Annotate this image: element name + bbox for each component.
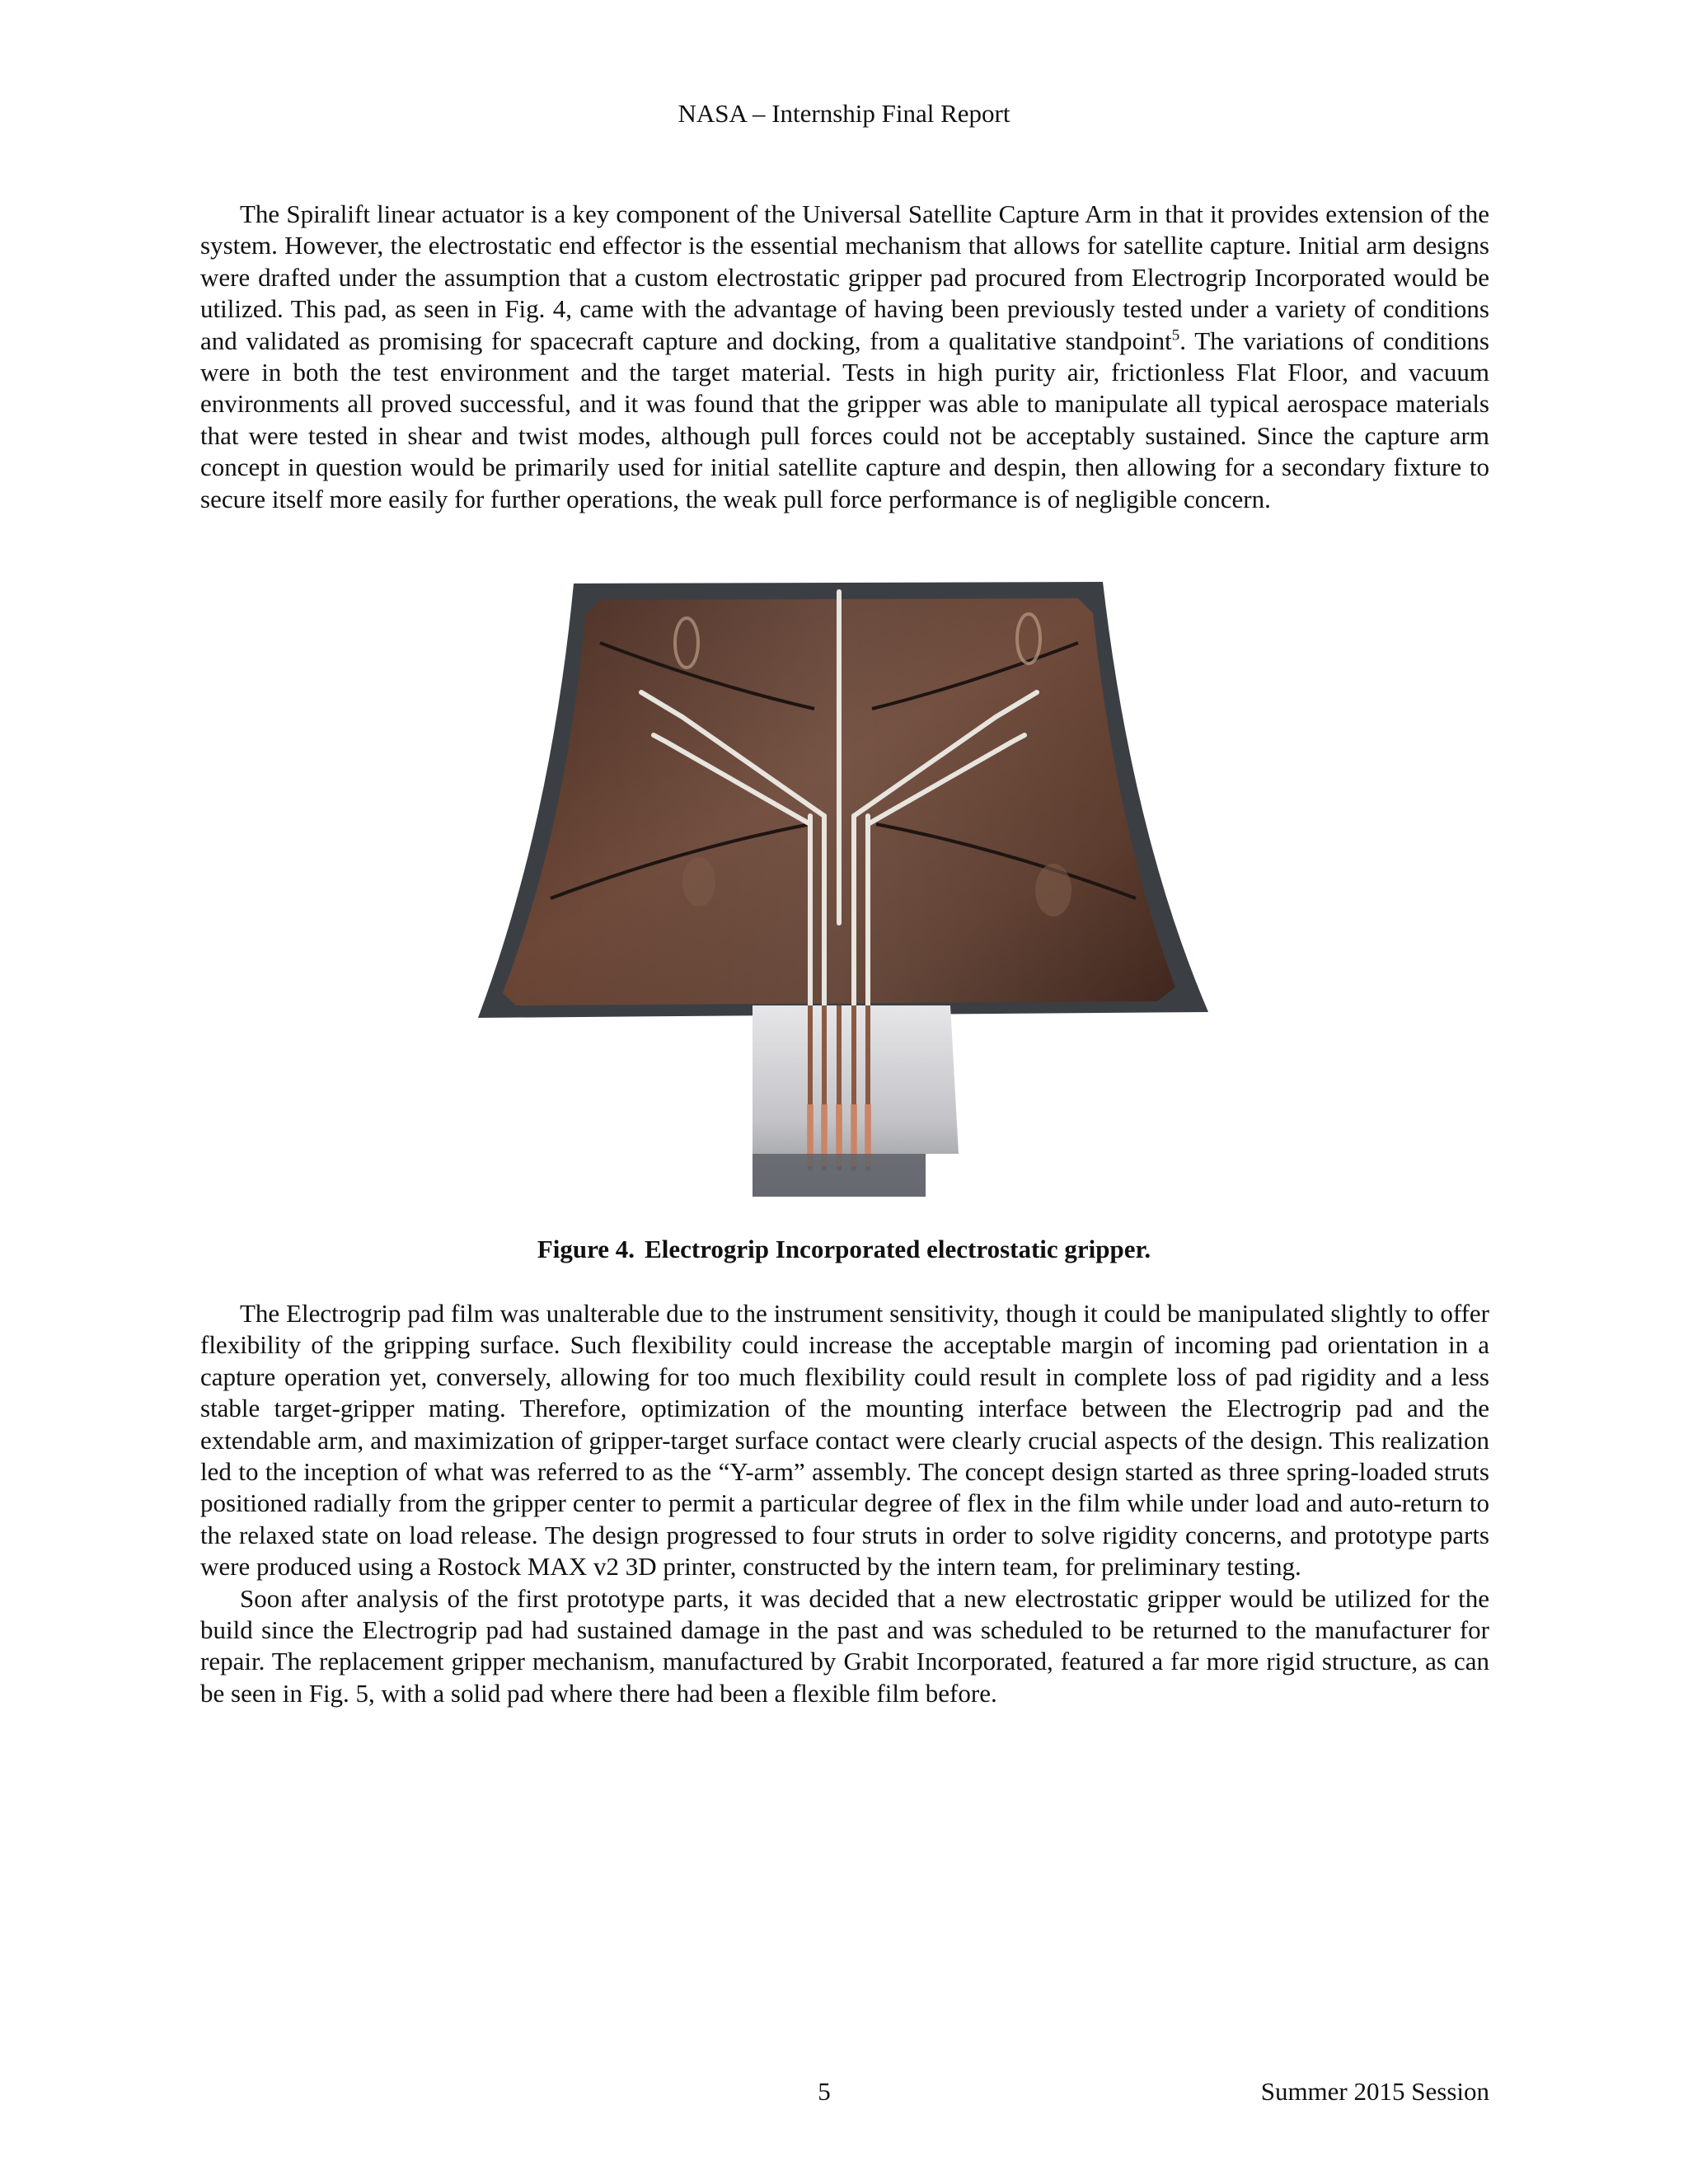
paragraph-spiralift [200, 199, 1489, 515]
page-number: 5 [818, 2077, 831, 2106]
section-1-text [200, 199, 1489, 515]
section-2-text [200, 1298, 1489, 1709]
paragraph-text-continued: . The variations of conditions were in both the test environment and the target material. Tests in high purity air, frictionless Flat Floor, and vacuum environments all proved successful, and it was found that the gripper was able to manipulate all typical aerospace materials that were tested in shear and twist modes, although pull forces could not be acceptably sustained. Since the capture arm concept in question would be primarily used for initial satellite capture and despin, then allowing for a secondary fixture to secure itself more easily for further operations, the weak pull force performance is of negligible concern. [200, 326, 1489, 513]
paragraph-grabit-replacement: Soon after analysis of the first prototype parts, it was decided that a new electrostatic gripper would be utilized for the build since the Electrogrip pad had sustained damage in the past and was scheduled to be returned to the manufacturer for repair. The replacement gripper mechanism, manufactured by Grabit Incorporated, featured a far more rigid structure, as can be seen in Fig. 5, with a solid pad where there had been a flexible film before. [200, 1583, 1489, 1708]
figure-caption-text: Electrogrip Incorporated electrostatic gripper. [645, 1235, 1151, 1263]
session-label: Summer 2015 Session [1260, 2077, 1489, 2106]
gripper-photo [476, 577, 1212, 1207]
paragraph-electrogrip-film: The Electrogrip pad film was unalterable due to the instrument sensitivity, though it could be manipulated slightly to offer flexibility of the gripping surface. Such flexibility could increase the acceptable margin of incoming pad orientation in a capture operation yet, conversely, allowing for too much flexibility could result in complete loss of pad rigidity and a less stable target-gripper mating. Therefore, optimization of the mounting interface between the Electrogrip pad and the extendable arm, and maximization of gripper-target surface contact were clearly crucial aspects of the design. This realization led to the inception of what was referred to as the “Y-arm” assembly. The concept design started as three spring-loaded struts positioned radially from the gripper center to permit a particular degree of flex in the film while under load and auto-return to the relaxed state on load release. The design progressed to four struts in order to solve rigidity concerns, and prototype parts were produced using a Rostock MAX v2 3D printer, constructed by the intern team, for preliminary testing. [200, 1299, 1489, 1582]
figure-electrostatic-gripper [476, 577, 1212, 1207]
figure-caption [0, 1233, 1688, 1266]
figure-label: Figure 4. [537, 1235, 635, 1263]
citation-reference: 5 [1171, 326, 1180, 344]
running-header: NASA – Internship Final Report [678, 99, 1010, 128]
paragraph-text: The Spiralift linear actuator is a key component of the Universal Satellite Capture Arm in that it provides extension of the system. However, the electrostatic end effector is the essential mechanism that allows for satellite capture. Initial arm designs were drafted under the assumption that a custom electrostatic gripper pad procured from Electrogrip Incorporated would be utilized. This pad, as seen in Fig. 4, came with the advantage of having been previously tested under a variety of conditions and validated as promising for spacecraft capture and docking, from a qualitative standpoint [200, 199, 1489, 355]
